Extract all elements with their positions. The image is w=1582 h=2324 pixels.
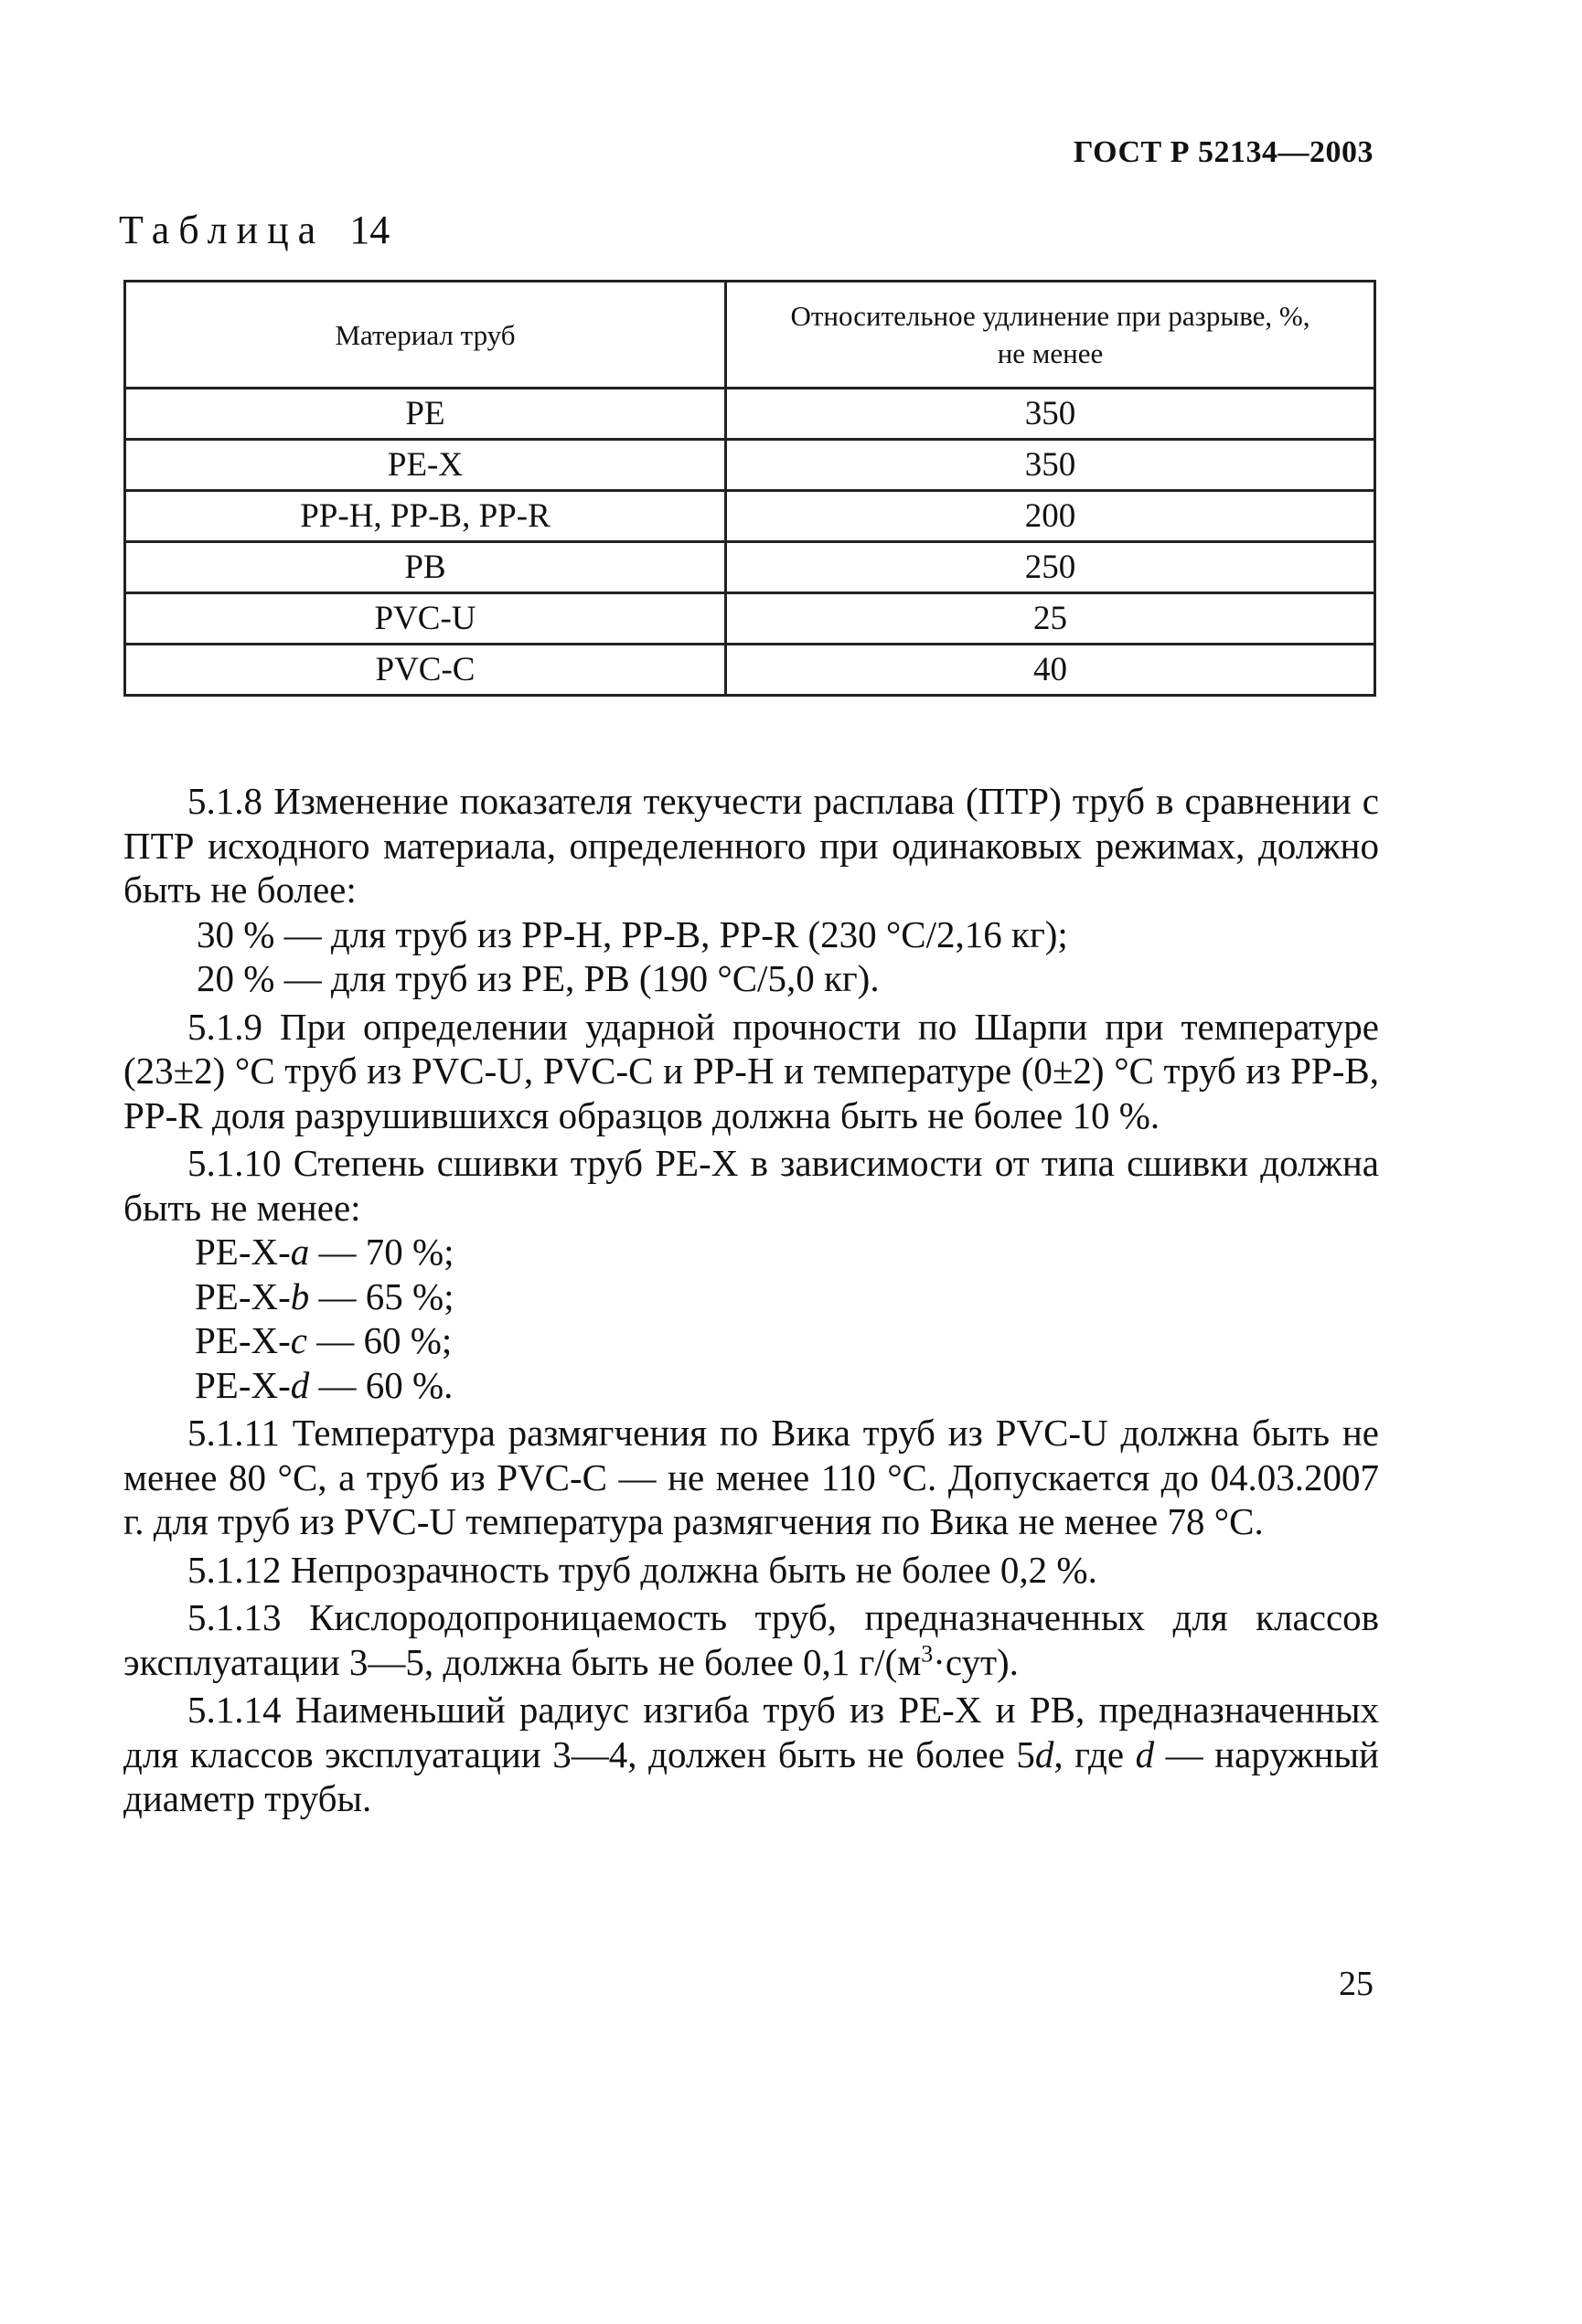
table-caption-word: Таблица [119, 208, 326, 252]
crosslink-prefix: PE-X- [195, 1363, 291, 1406]
variable-d: d [1034, 1732, 1054, 1775]
crosslink-type: d [290, 1363, 310, 1406]
crosslink-type: c [290, 1319, 307, 1361]
cell-material: PB [125, 542, 726, 593]
paragraph-5-1-14 [123, 1688, 1379, 1821]
column-header-material: Материал труб [125, 282, 726, 389]
table-row [125, 645, 1375, 696]
cell-elongation: 25 [726, 593, 1375, 645]
crosslink-prefix: PE-X- [195, 1231, 291, 1273]
crosslink-prefix: PE-X- [195, 1319, 291, 1361]
crosslink-value: — 60 %. [309, 1363, 454, 1406]
list-item-ptr-pe: 20 % — для труб из PE, PB (190 °С/5,0 кг). [197, 957, 880, 999]
column-header-elongation: Относительное удлинение при разрыве, %, не менее [726, 282, 1375, 389]
list-item-crosslink-d [123, 1363, 1379, 1408]
table-caption [119, 207, 390, 253]
page-number: 25 [1339, 1965, 1374, 2003]
paragraph-text: , где [1053, 1732, 1136, 1775]
table-caption-number: 14 [349, 208, 390, 252]
table-row [125, 593, 1375, 645]
cell-material: PVC-C [125, 645, 726, 696]
cell-elongation: 350 [726, 389, 1375, 440]
crosslink-type: a [290, 1231, 310, 1273]
crosslink-prefix: PE-X- [195, 1274, 291, 1317]
table-header-row [125, 282, 1375, 389]
cell-material: PE-X [125, 440, 726, 491]
table-row [125, 491, 1375, 542]
paragraph-5-1-11: 5.1.11 Температура размягчения по Вика труб из PVC-U должна быть не менее 80 °С, а труб из PVC-C — не менее 110 °С. Допускается до 04.03.2007 г. для труб из PVC-U температура размягчения по Вика не менее 78 °С. [123, 1412, 1379, 1542]
cell-elongation: 250 [726, 542, 1375, 593]
crosslink-type: b [290, 1274, 310, 1317]
cell-material: PP-H, PP-B, PP-R [125, 491, 726, 542]
crosslink-value: — 60 %; [306, 1319, 453, 1361]
document-code: ГОСТ Р 52134—2003 [1073, 135, 1374, 169]
list-item-crosslink-b [123, 1274, 1379, 1319]
materials-table [123, 280, 1376, 697]
superscript: 3 [921, 1639, 934, 1667]
table-row [125, 440, 1375, 491]
paragraph-5-1-9: 5.1.9 При определении ударной прочности по Шарпи при температуре (23±2) °С труб из PVC-U, PVC-C и PP-H и температуре (0±2) °С труб из PP-B, PP-R доля разрушившихся образцов должна быть не более 10 %. [123, 1005, 1379, 1136]
cell-material: PVC-U [125, 593, 726, 645]
cell-elongation: 40 [726, 645, 1375, 696]
table-row [125, 389, 1375, 440]
cell-elongation: 350 [726, 440, 1375, 491]
cell-material: PE [125, 389, 726, 440]
paragraph-5-1-12: 5.1.12 Непрозрачность труб должна быть не более 0,2 %. [187, 1548, 1097, 1591]
paragraph-text: 5.1.14 Наименьший радиус изгиба труб из PE-X и PB, предназначенных для классов эксплуатации 3—4, должен быть не более 5 [123, 1689, 1379, 1775]
list-item-crosslink-c [123, 1318, 1379, 1363]
paragraph-5-1-8: 5.1.8 Изменение показателя текучести расплава (ПТР) труб в сравнении с ПТР исходного материала, определенного при одинаковых режимах, должно быть не более: [123, 780, 1379, 911]
cell-elongation: 200 [726, 491, 1375, 542]
paragraph-text: 5.1.13 Кислородопроницаемость труб, предназначенных для классов эксплуатации 3—5, должна быть не более 0,1 г/(м [123, 1596, 1379, 1683]
table-row [125, 542, 1375, 593]
crosslink-value: — 70 %; [309, 1231, 454, 1273]
paragraph-text: — наружный диаметр трубы. [123, 1732, 1380, 1819]
variable-d: d [1135, 1732, 1155, 1775]
list-item-ptr-pp: 30 % — для труб из PP-H, PP-B, PP-R (230 °С/2,16 кг); [197, 912, 1068, 955]
paragraph-text: ·сут). [933, 1640, 1019, 1683]
paragraph-5-1-10: 5.1.10 Степень сшивки труб PE-X в зависимости от типа сшивки должна быть не менее: [123, 1142, 1379, 1229]
list-item-crosslink-a [123, 1230, 1379, 1274]
crosslink-value: — 65 %; [309, 1274, 454, 1317]
body-text [123, 779, 1379, 1821]
paragraph-5-1-13 [123, 1595, 1379, 1684]
